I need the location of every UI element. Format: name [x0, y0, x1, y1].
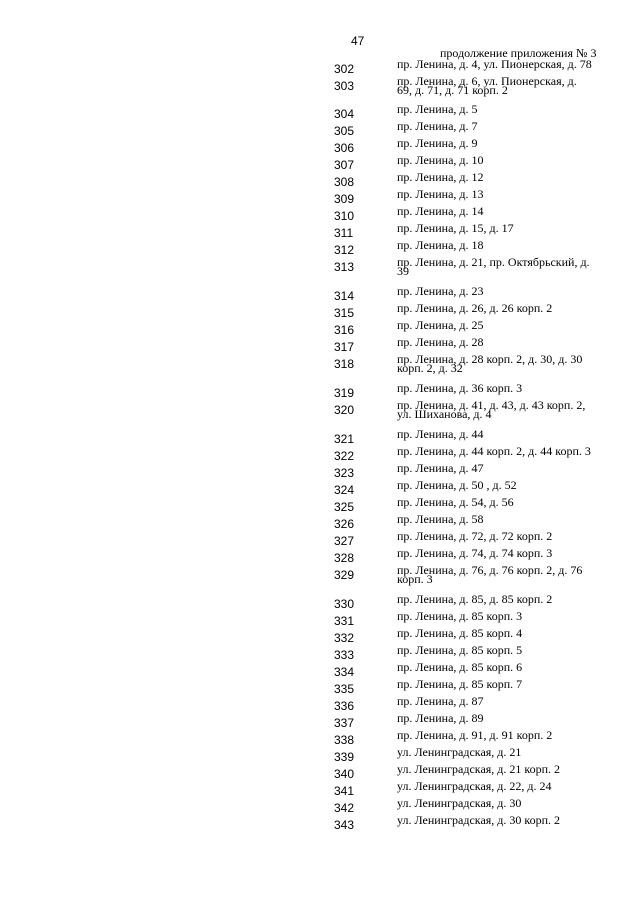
row-address: пр. Ленина, д. 23	[397, 284, 484, 298]
row-number: 309	[334, 192, 355, 206]
row-number: 339	[334, 750, 355, 764]
row-address: пр. Ленина, д. 91, д. 91 корп. 2	[397, 728, 553, 742]
row-number: 307	[334, 158, 355, 172]
row-number: 311	[334, 226, 354, 240]
row-address: пр. Ленина, д. 50 , д. 52	[397, 478, 517, 492]
row-address: пр. Ленина, д. 13	[397, 187, 484, 201]
row-number: 341	[334, 784, 355, 798]
row-number: 319	[334, 386, 355, 400]
row-number: 340	[334, 767, 355, 781]
row-number: 335	[334, 682, 355, 696]
row-number: 302	[334, 62, 355, 76]
row-number: 310	[334, 209, 355, 223]
row-number: 343	[334, 818, 355, 832]
row-address: пр. Ленина, д. 44	[397, 427, 484, 441]
row-address: ул. Ленинградская, д. 30 корп. 2	[397, 813, 561, 827]
row-address: пр. Ленина, д. 5	[397, 102, 478, 116]
row-number: 304	[334, 107, 355, 121]
row-address: пр. Ленина, д. 36 корп. 3	[397, 381, 523, 395]
row-address: пр. Ленина, д. 54, д. 56	[397, 495, 514, 509]
row-address: пр. Ленина, д. 6, ул. Пионерская, д. 69, д. 71, д. 71 корп. 2	[397, 74, 577, 97]
row-address: пр. Ленина, д. 9	[397, 136, 478, 150]
row-number: 308	[334, 175, 355, 189]
row-number: 337	[334, 716, 355, 730]
row-address: пр. Ленина, д. 85 корп. 7	[397, 677, 523, 691]
page-number: 47	[351, 34, 365, 48]
row-address: пр. Ленина, д. 28 корп. 2, д. 30, д. 30 корп. 2, д. 32	[397, 352, 583, 375]
row-number: 329	[334, 568, 355, 582]
row-address: пр. Ленина, д. 87	[397, 694, 484, 708]
row-number: 338	[334, 733, 355, 747]
row-address: пр. Ленина, д. 15, д. 17	[397, 221, 514, 235]
row-number: 324	[334, 483, 355, 497]
row-number: 316	[334, 323, 355, 337]
row-address: пр. Ленина, д. 14	[397, 204, 484, 218]
row-number: 333	[334, 648, 355, 662]
row-number: 315	[334, 306, 355, 320]
row-address: пр. Ленина, д. 58	[397, 512, 484, 526]
row-number: 314	[334, 289, 355, 303]
row-number: 321	[334, 432, 355, 446]
row-number: 331	[334, 614, 355, 628]
row-address: пр. Ленина, д. 21, пр. Октябрьский, д. 39	[397, 255, 590, 278]
row-number: 320	[334, 403, 355, 417]
row-number: 322	[334, 449, 355, 463]
row-address: пр. Ленина, д. 12	[397, 170, 484, 184]
row-number: 318	[334, 357, 355, 371]
row-address: пр. Ленина, д. 85 корп. 3	[397, 609, 523, 623]
row-address: пр. Ленина, д. 85 корп. 4	[397, 626, 523, 640]
row-number: 303	[334, 79, 355, 93]
row-number: 323	[334, 466, 355, 480]
row-number: 327	[334, 534, 355, 548]
row-address: пр. Ленина, д. 10	[397, 153, 484, 167]
row-number: 336	[334, 699, 355, 713]
row-number: 317	[334, 340, 355, 354]
row-address: пр. Ленина, д. 89	[397, 711, 484, 725]
row-address: пр. Ленина, д. 44 корп. 2, д. 44 корп. 3	[397, 444, 591, 458]
row-address: пр. Ленина, д. 18	[397, 238, 484, 252]
row-address: ул. Ленинградская, д. 21 корп. 2	[397, 762, 561, 776]
row-number: 330	[334, 597, 355, 611]
row-address: пр. Ленина, д. 28	[397, 335, 484, 349]
row-address: ул. Ленинградская, д. 30	[397, 796, 522, 810]
row-address: пр. Ленина, д. 76, д. 76 корп. 2, д. 76 корп. 3	[397, 563, 583, 586]
row-address: ул. Ленинградская, д. 21	[397, 745, 522, 759]
row-address: пр. Ленина, д. 72, д. 72 корп. 2	[397, 529, 553, 543]
row-address: пр. Ленина, д. 26, д. 26 корп. 2	[397, 301, 553, 315]
row-number: 342	[334, 801, 355, 815]
row-address: пр. Ленина, д. 47	[397, 461, 484, 475]
row-number: 312	[334, 243, 355, 257]
row-number: 306	[334, 141, 355, 155]
row-address: пр. Ленина, д. 85 корп. 6	[397, 660, 523, 674]
row-address: пр. Ленина, д. 41, д. 43, д. 43 корп. 2, ул. Шиханова, д. 4	[397, 398, 586, 421]
row-number: 326	[334, 517, 355, 531]
row-address: ул. Ленинградская, д. 22, д. 24	[397, 779, 552, 793]
appendix-note: продолжение приложения № 3	[440, 46, 597, 60]
row-address: пр. Ленина, д. 85 корп. 5	[397, 643, 523, 657]
row-number: 334	[334, 665, 355, 679]
row-address: пр. Ленина, д. 7	[397, 119, 478, 133]
row-number: 332	[334, 631, 355, 645]
row-address: пр. Ленина, д. 4, ул. Пионерская, д. 78	[397, 57, 592, 71]
row-number: 325	[334, 500, 355, 514]
row-number: 328	[334, 551, 355, 565]
row-number: 313	[334, 260, 355, 274]
row-number: 305	[334, 124, 355, 138]
row-address: пр. Ленина, д. 85, д. 85 корп. 2	[397, 592, 553, 606]
row-address: пр. Ленина, д. 25	[397, 318, 484, 332]
row-address: пр. Ленина, д. 74, д. 74 корп. 3	[397, 546, 553, 560]
